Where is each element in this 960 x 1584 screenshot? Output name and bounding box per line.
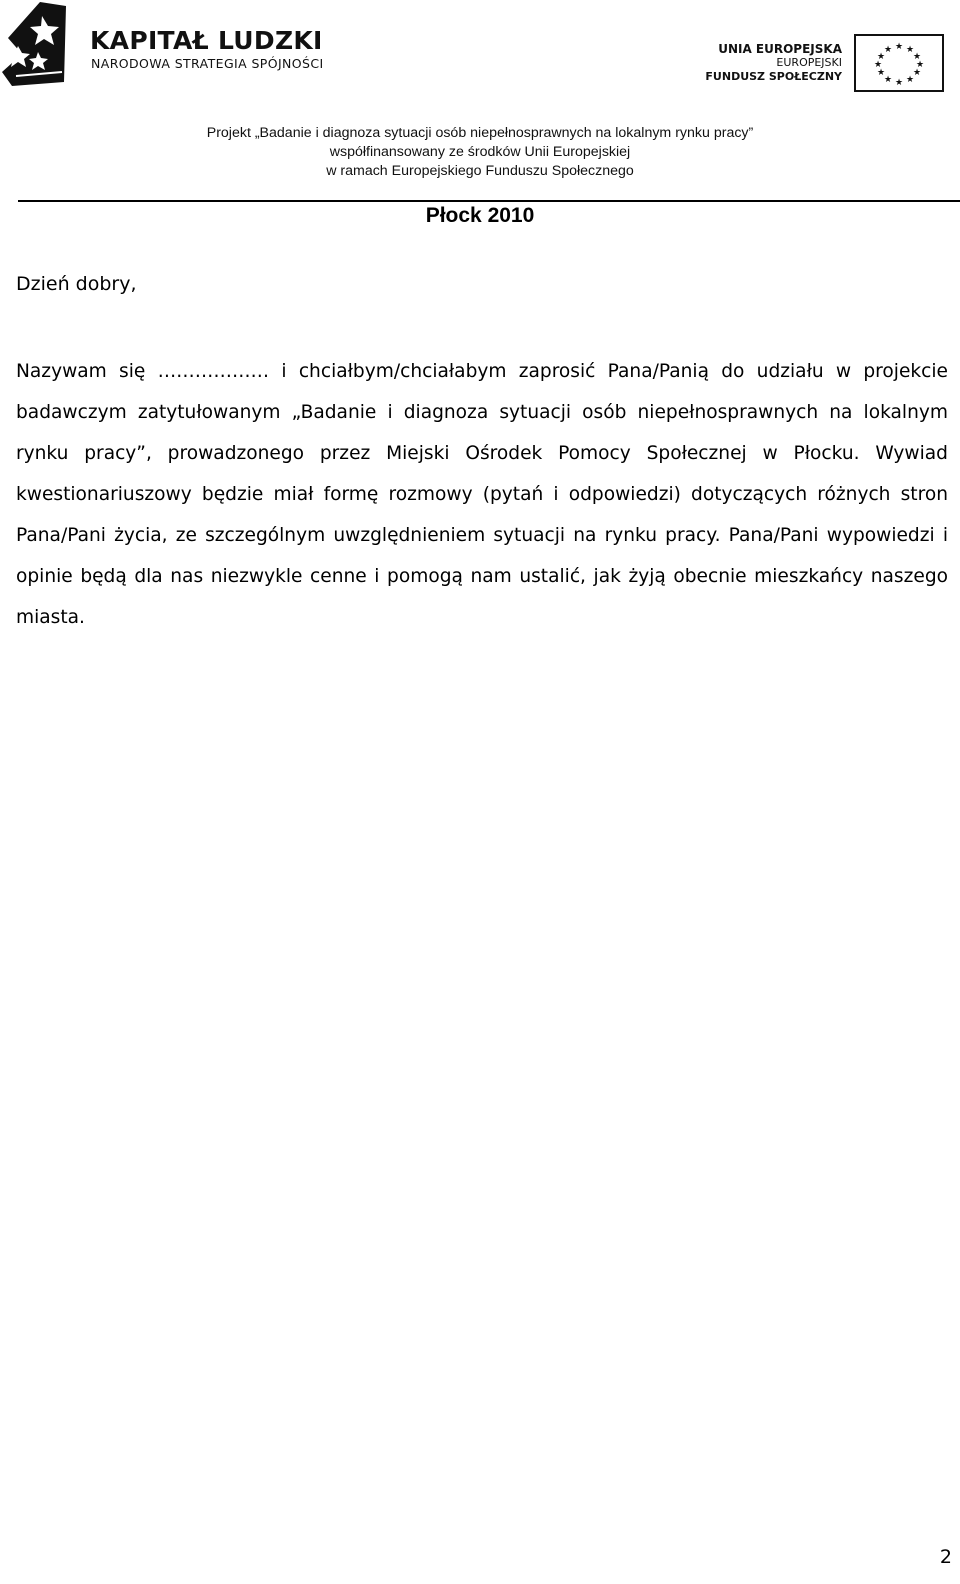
kapital-ludzki-logo (0, 0, 324, 95)
svg-text:★: ★ (876, 52, 886, 62)
body-paragraph: Nazywam się ……………… i chciałbym/chciałabym zaprosić Pana/Panią do udziału w projekcie badawczym zatytułowanym „Badanie i diagnoza sytuacji osób niepełnosprawnych na lokalnym rynku pracy”, prowadzonego przez Miejski Ośrodek Pomocy Społecznej w Płocku. Wywiad kwestionariuszowy będzie miał formę rozmowy (pytań i odpowiedzi) dotyczących różnych stron Pana/Pani życia, ze szczególnym uwzględnieniem sytuacji na rynku pracy. Pana/Pani wypowiedzi i opinie będą dla nas niezwykle cenne i pomogą nam ustalić, jak żyją obecnie mieszkańcy naszego miasta. (16, 361, 948, 628)
project-title-line: Projekt „Badanie i diagnoza sytuacji osób niepełnosprawnych na lokalnym rynku pracy” (206, 125, 754, 141)
greeting: Dzień dobry, (16, 273, 137, 295)
svg-text:★: ★ (915, 60, 925, 70)
eu-fund-label: FUNDUSZ SPOŁECZNY (705, 70, 842, 83)
eu-logo (700, 28, 960, 98)
project-header (0, 124, 960, 181)
svg-text:★: ★ (873, 60, 883, 70)
svg-text:★: ★ (912, 52, 922, 62)
svg-text:★: ★ (883, 75, 893, 85)
eu-stars-flag-icon (854, 34, 944, 92)
kapital-ludzki-star-mark-icon (2, 2, 68, 88)
cofinancing-line: współfinansowany ze środków Unii Europejskiej (329, 144, 631, 160)
fund-line: w ramach Europejskiego Funduszu Społecznego (326, 163, 634, 179)
svg-text:★: ★ (876, 68, 886, 78)
kapital-ludzki-subtitle: NARODOWA STRATEGIA SPÓJNOŚCI (91, 56, 324, 71)
svg-text:★: ★ (894, 78, 904, 88)
svg-text:★: ★ (894, 42, 904, 52)
city-year-heading: Płock 2010 (425, 204, 535, 227)
page-number: 2 (939, 1546, 952, 1568)
eu-text-block (705, 42, 842, 84)
svg-text:★: ★ (912, 68, 922, 78)
eu-union-label: UNIA EUROPEJSKA (718, 42, 842, 56)
svg-text:★: ★ (905, 75, 915, 85)
svg-text:★: ★ (883, 45, 893, 55)
kapital-ludzki-title: KAPITAŁ LUDZKI (90, 26, 323, 55)
eu-european-label: EUROPEJSKI (776, 56, 842, 69)
svg-text:★: ★ (905, 45, 915, 55)
header-divider (18, 200, 960, 202)
